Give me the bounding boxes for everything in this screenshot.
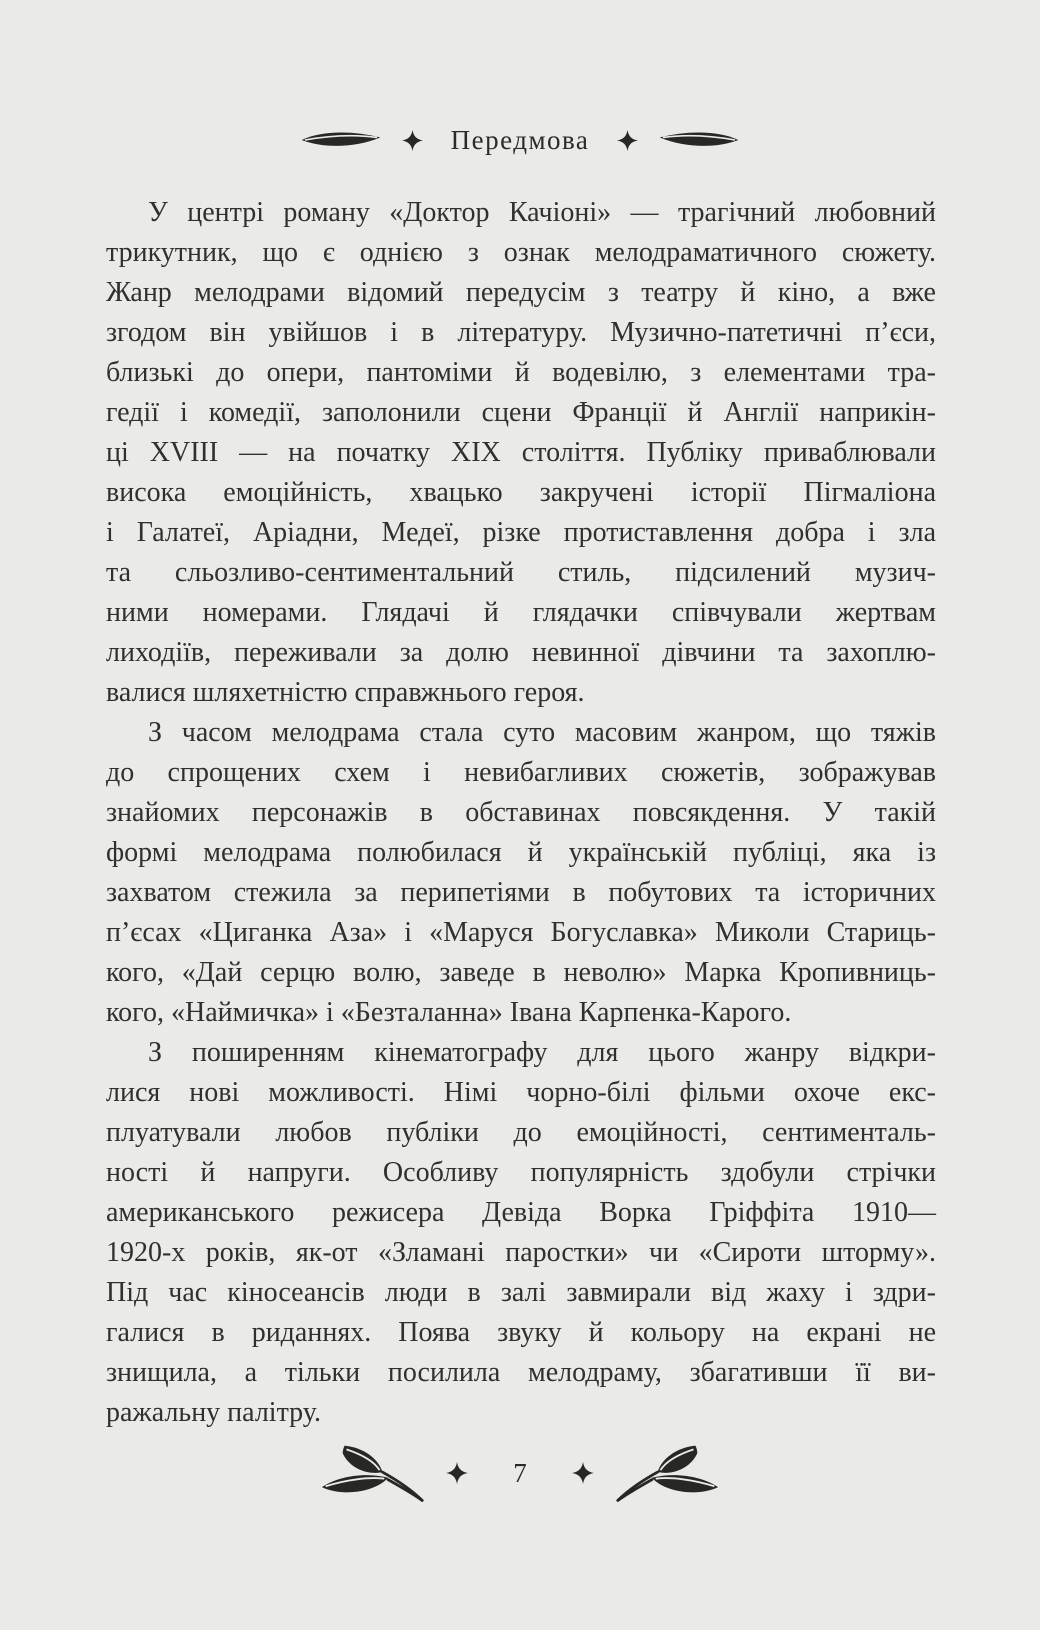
page-number: 7 — [513, 1457, 527, 1488]
star-ornament-icon — [572, 1462, 594, 1484]
text-line: лиходіїв, переживали за долю невинної дівчини та захоплю- — [106, 637, 936, 668]
text-line: п’єсах «Циганка Аза» і «Маруся Богуславка» Миколи Стариць- — [106, 917, 936, 948]
leaf-ornament-icon — [616, 1443, 720, 1503]
leaf-ornament-icon — [658, 129, 740, 151]
text-line: ражальну палітру. — [106, 1397, 321, 1428]
text-line: гедії і комедії, заполонили сцени Франції й Англії наприкін- — [106, 397, 936, 428]
star-ornament-icon — [617, 130, 638, 151]
text-line: У центрі роману «Доктор Качіоні» — трагічний любовний — [148, 197, 936, 228]
text-line: трикутник, що є однією з ознак мелодраматичного сюжету. — [106, 237, 936, 268]
text-line: захватом стежила за перипетіями в побутових та історичних — [106, 877, 936, 908]
text-line: формі мелодрама полюбилася й українській публіці, яка із — [106, 837, 936, 868]
leaf-ornament-icon — [320, 1443, 424, 1503]
text-line: кого, «Наймичка» і «Безталанна» Івана Карпенка-Карого. — [106, 997, 792, 1028]
text-line: ці XVIII — на початку XIX століття. Публіку приваблювали — [106, 437, 936, 468]
text-line: З поширенням кінематографу для цього жанру відкри- — [148, 1037, 936, 1068]
text-line: Під час кіносеансів люди в залі завмирали від жаху і здри- — [106, 1277, 936, 1308]
text-line: та сльозливо-сентиментальний стиль, підсилений музич- — [106, 557, 936, 588]
text-line: плуатували любов публіки до емоційності, сентименталь- — [106, 1117, 936, 1148]
star-ornament-icon — [402, 130, 423, 151]
text-line: валися шляхетністю справжнього героя. — [106, 677, 585, 708]
text-line: лися нові можливості. Німі чорно-білі фільми охоче екс- — [106, 1077, 936, 1108]
text-line: до спрощених схем і невибагливих сюжетів, зображував — [106, 757, 936, 788]
leaf-ornament-icon — [300, 129, 382, 151]
preface-text — [106, 193, 936, 1433]
text-line: американського режисера Девіда Ворка Гріффіта 1910— — [106, 1197, 936, 1228]
text-line: Жанр мелодрами відомий передусім з театру й кіно, а вже — [106, 277, 936, 308]
text-line: згодом він увійшов і в літературу. Музично-патетичні п’єси, — [106, 317, 936, 348]
text-line: З часом мелодрама стала суто масовим жанром, що тяжів — [148, 717, 936, 748]
text-line: ності й напруги. Особливу популярність здобули стрічки — [106, 1157, 936, 1188]
text-line: знищила, а тільки посилила мелодраму, збагативши її ви- — [106, 1357, 936, 1388]
star-ornament-icon — [446, 1462, 468, 1484]
text-line: знайомих персонажів в обставинах повсякдення. У такій — [106, 797, 936, 828]
text-line: близькі до опери, пантоміми й водевілю, з елементами тра- — [106, 357, 936, 388]
text-line: кого, «Дай серцю волю, заведе в неволю» Марка Кропивниць- — [106, 957, 936, 988]
chapter-header — [0, 118, 1040, 162]
chapter-title: Передмова — [450, 124, 590, 155]
page-footer — [0, 1440, 1040, 1506]
text-line: і Галатеї, Аріадни, Медеї, різке протиставлення добра і зла — [106, 517, 936, 548]
paragraph — [106, 1033, 936, 1433]
text-line: ними номерами. Глядачі й глядачки співчували жертвам — [106, 597, 936, 628]
text-line: висока емоційність, хвацько закручені історії Пігмаліона — [106, 477, 936, 508]
paragraph — [106, 193, 936, 713]
text-line: галися в риданнях. Поява звуку й кольору на екрані не — [106, 1317, 936, 1348]
paragraph — [106, 713, 936, 1033]
text-line: 1920-х років, як-от «Зламані паростки» чи «Сироти шторму». — [106, 1237, 936, 1268]
